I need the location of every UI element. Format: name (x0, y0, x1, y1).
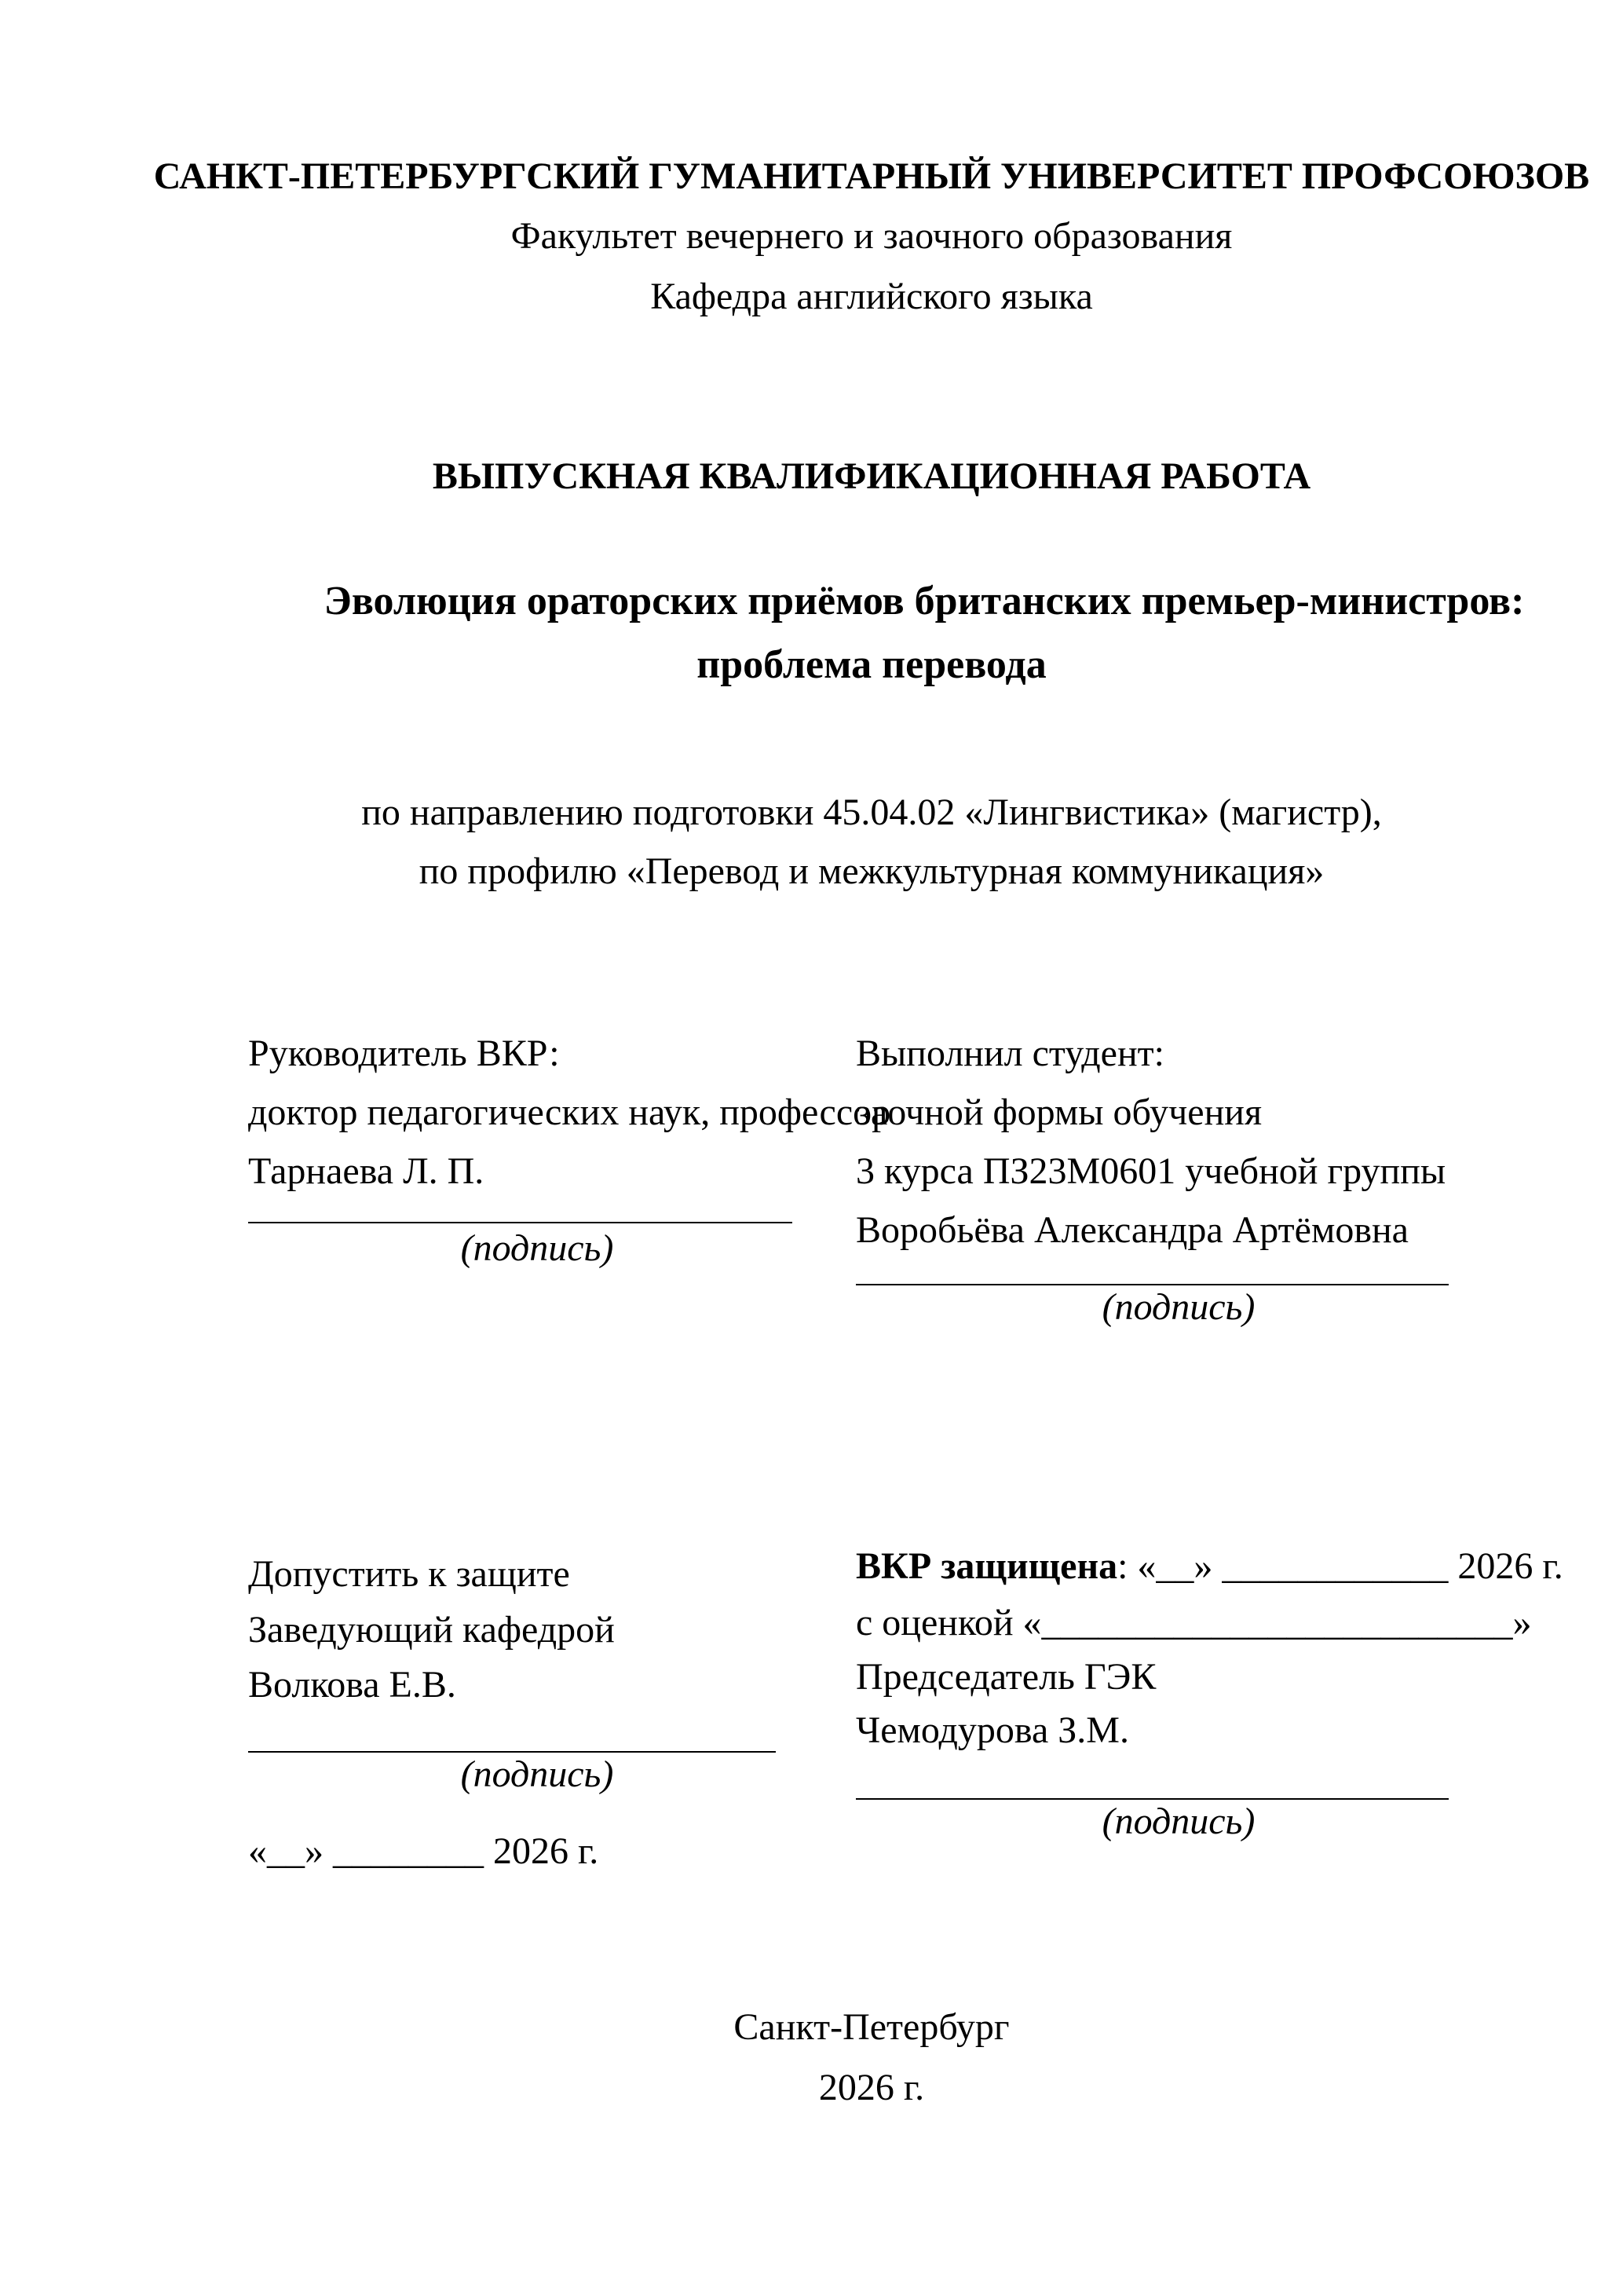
defense-date: : «__» ____________ 2026 г. (1117, 1545, 1563, 1587)
faculty-name: Факультет вечернего и заочного образования (510, 215, 1233, 257)
work-type: ВЫПУСКНАЯ КВАЛИФИКАЦИОННАЯ РАБОТА (432, 455, 1311, 497)
admission-name: Волкова Е.В. (248, 1664, 456, 1706)
footer-city: Санкт-Петербург (733, 2006, 1010, 2048)
department-name: Кафедра английского языка (650, 276, 1093, 317)
admission-date: «__» ________ 2026 г. (248, 1830, 599, 1872)
student-name: Воробьёва Александра Артёмовна (856, 1209, 1409, 1251)
admission-label: Допустить к защите (248, 1553, 570, 1595)
student-group: 3 курса ПЗ23М0601 учебной группы (856, 1150, 1446, 1192)
direction-line1: по направлению подготовки 45.04.02 «Лингвистика» (магистр), (361, 792, 1382, 833)
student-signature-caption: (подпись) (1102, 1286, 1256, 1328)
defense-label: ВКР защищена (856, 1545, 1118, 1587)
supervisor-name: Тарнаева Л. П. (248, 1150, 484, 1192)
student-form: заочной формы обучения (856, 1091, 1263, 1133)
thesis-title-line2: проблема перевода (696, 642, 1047, 687)
thesis-title-line1: Эволюция ораторских приёмов британских премьер-министров: (324, 579, 1525, 623)
supervisor-signature-line (248, 1222, 792, 1223)
defense-chair-role: Председатель ГЭК (856, 1656, 1157, 1698)
footer-year: 2026 г. (818, 2067, 925, 2108)
supervisor-degree: доктор педагогических наук, профессор (248, 1091, 891, 1133)
direction-line2: по профилю «Перевод и межкультурная коммуникация» (419, 850, 1325, 892)
admission-role: Заведующий кафедрой (248, 1609, 615, 1651)
supervisor-signature-caption: (подпись) (460, 1227, 614, 1269)
university-name: САНКТ-ПЕТЕРБУРГСКИЙ ГУМАНИТАРНЫЙ УНИВЕРСИТЕТ ПРОФСОЮЗОВ (153, 155, 1590, 197)
student-label: Выполнил студент: (856, 1033, 1164, 1074)
defense-signature-caption: (подпись) (1102, 1801, 1256, 1842)
admission-signature-caption: (подпись) (460, 1753, 614, 1795)
defense-chair-name: Чемодурова З.М. (856, 1709, 1129, 1751)
defense-grade: с оценкой «_________________________» (856, 1602, 1532, 1643)
supervisor-label: Руководитель ВКР: (248, 1033, 560, 1074)
defense-line (856, 1545, 1563, 1589)
